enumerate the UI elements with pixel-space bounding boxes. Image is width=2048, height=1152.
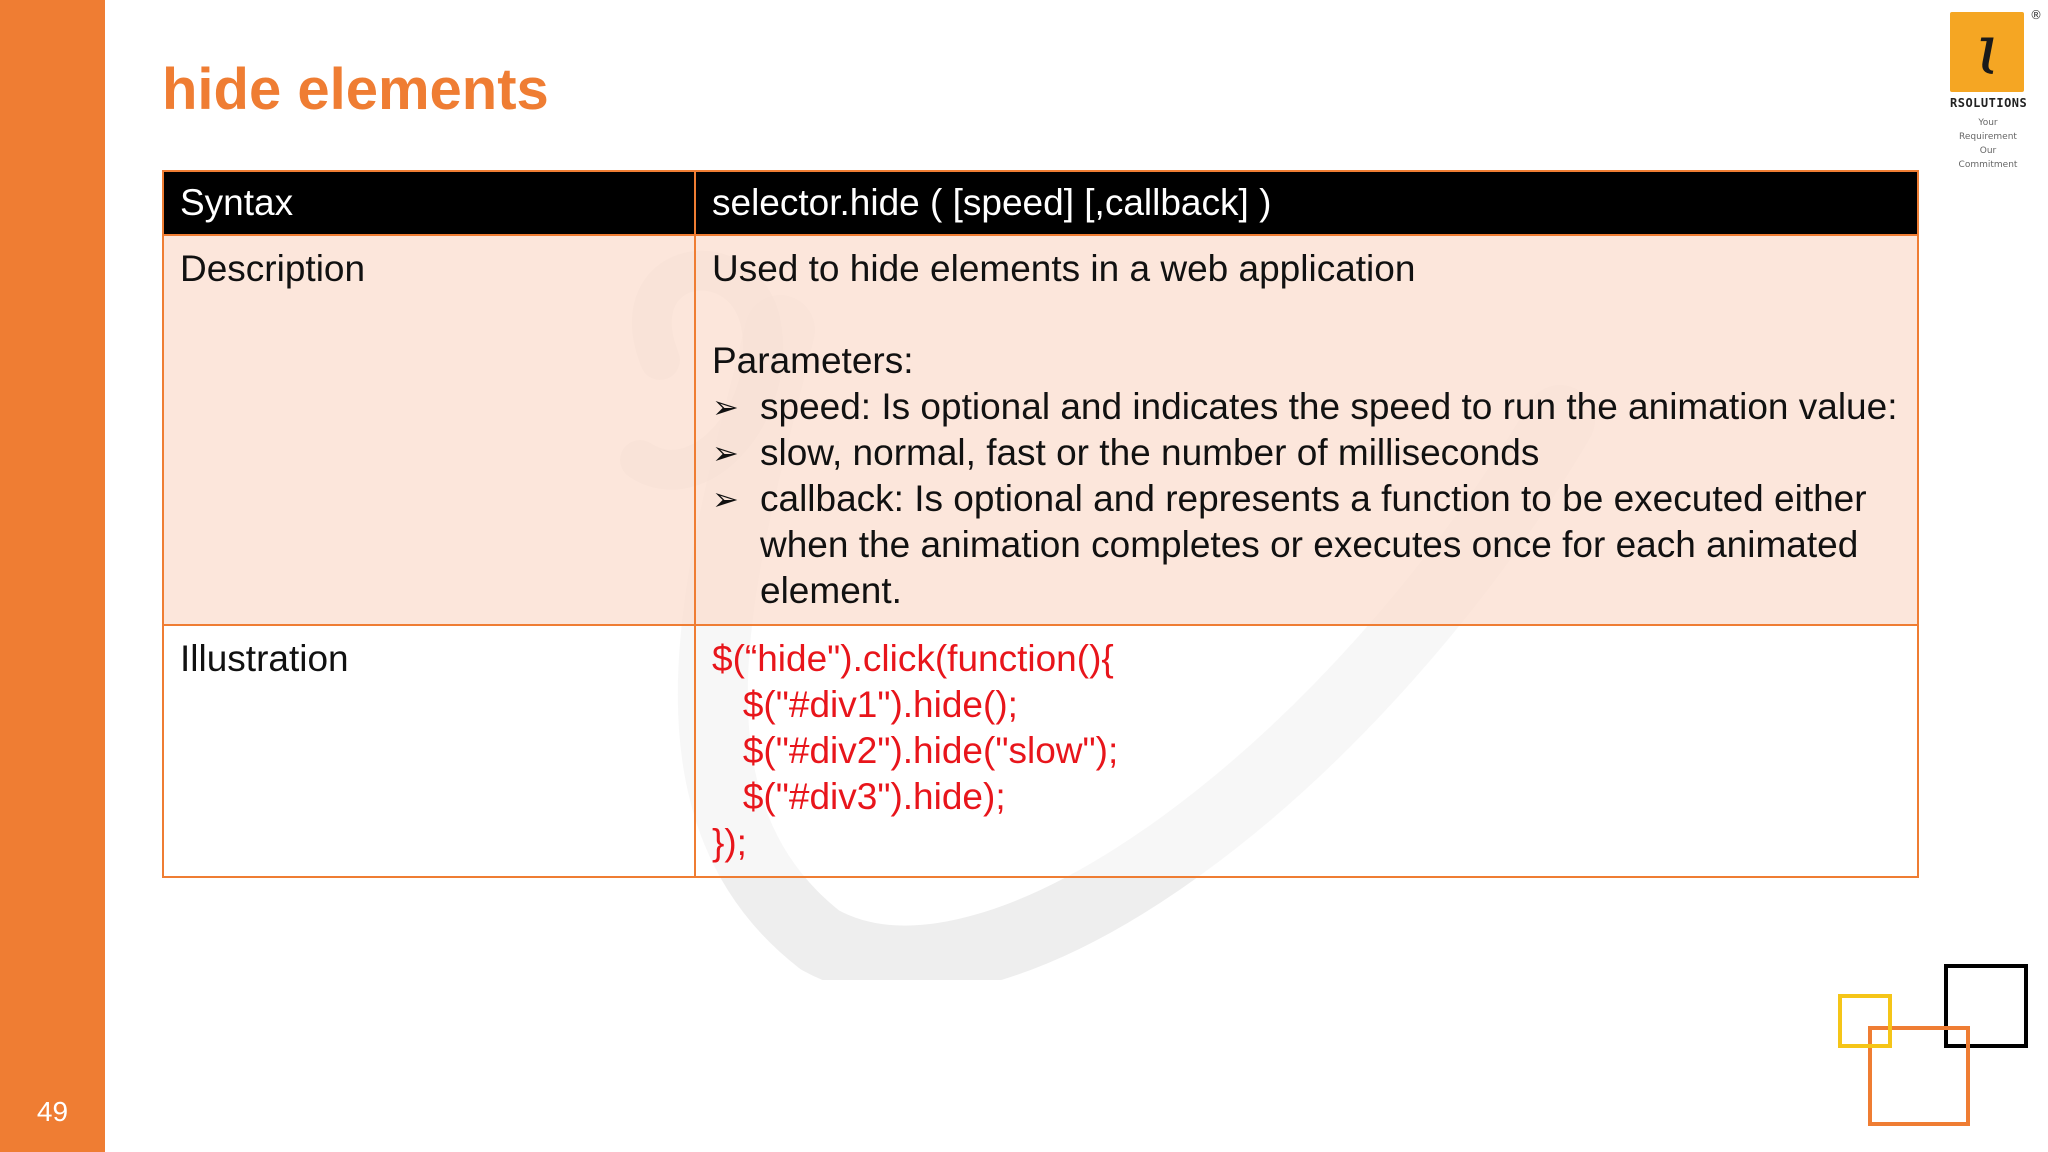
slide-title: hide elements xyxy=(162,57,549,122)
code-line: $("#div3").hide); xyxy=(712,776,1006,817)
list-item: ➢ callback: Is optional and represents a function to be executed either when the animation completes or executes once for each animated element. xyxy=(712,478,1867,611)
list-item: ➢ slow, normal, fast or the number of milliseconds xyxy=(712,430,1901,476)
table-row-syntax xyxy=(163,171,1918,235)
black-square xyxy=(1946,966,2026,1046)
company-logo: ɩ ® RSOLUTIONS Your Requirement Our Commitment xyxy=(1950,8,2042,170)
logo-tagline: Your Requirement Our Commitment xyxy=(1958,118,2018,170)
code-line: $("#div1").hide(); xyxy=(712,684,1018,725)
parameters-heading: Parameters: xyxy=(712,340,914,381)
table-row-description xyxy=(163,235,1918,625)
code-line: $("#div2").hide("slow"); xyxy=(712,730,1119,771)
arrow-bullet-icon: ➢ xyxy=(712,434,739,472)
syntax-value: selector.hide ( [speed] [,callback] ) xyxy=(695,171,1918,235)
yellow-square xyxy=(1840,996,1890,1046)
parameters-list xyxy=(712,384,1901,614)
arrow-bullet-icon: ➢ xyxy=(712,388,739,426)
orange-square xyxy=(1870,1028,1968,1124)
code-line: }); xyxy=(712,822,747,863)
logo-name: RSOLUTIONS xyxy=(1950,96,2028,110)
code-block xyxy=(695,625,1918,877)
left-accent-bar xyxy=(0,0,105,1152)
list-item: ➢ speed: Is optional and indicates the speed to run the animation value: xyxy=(712,384,1901,430)
description-intro: Used to hide elements in a web application xyxy=(712,248,1416,289)
arrow-bullet-icon: ➢ xyxy=(712,480,739,518)
syntax-table xyxy=(162,170,1917,878)
code-line: $(“hide").click(function(){ xyxy=(712,638,1114,679)
table-row-illustration xyxy=(163,625,1918,877)
description-label: Description xyxy=(163,235,695,625)
registered-mark: ® xyxy=(2030,8,2042,22)
illustration-label: Illustration xyxy=(163,625,695,877)
syntax-label: Syntax xyxy=(163,171,695,235)
decorative-squares xyxy=(1830,960,2040,1140)
description-cell xyxy=(695,235,1918,625)
page-number: 49 xyxy=(36,1096,69,1127)
